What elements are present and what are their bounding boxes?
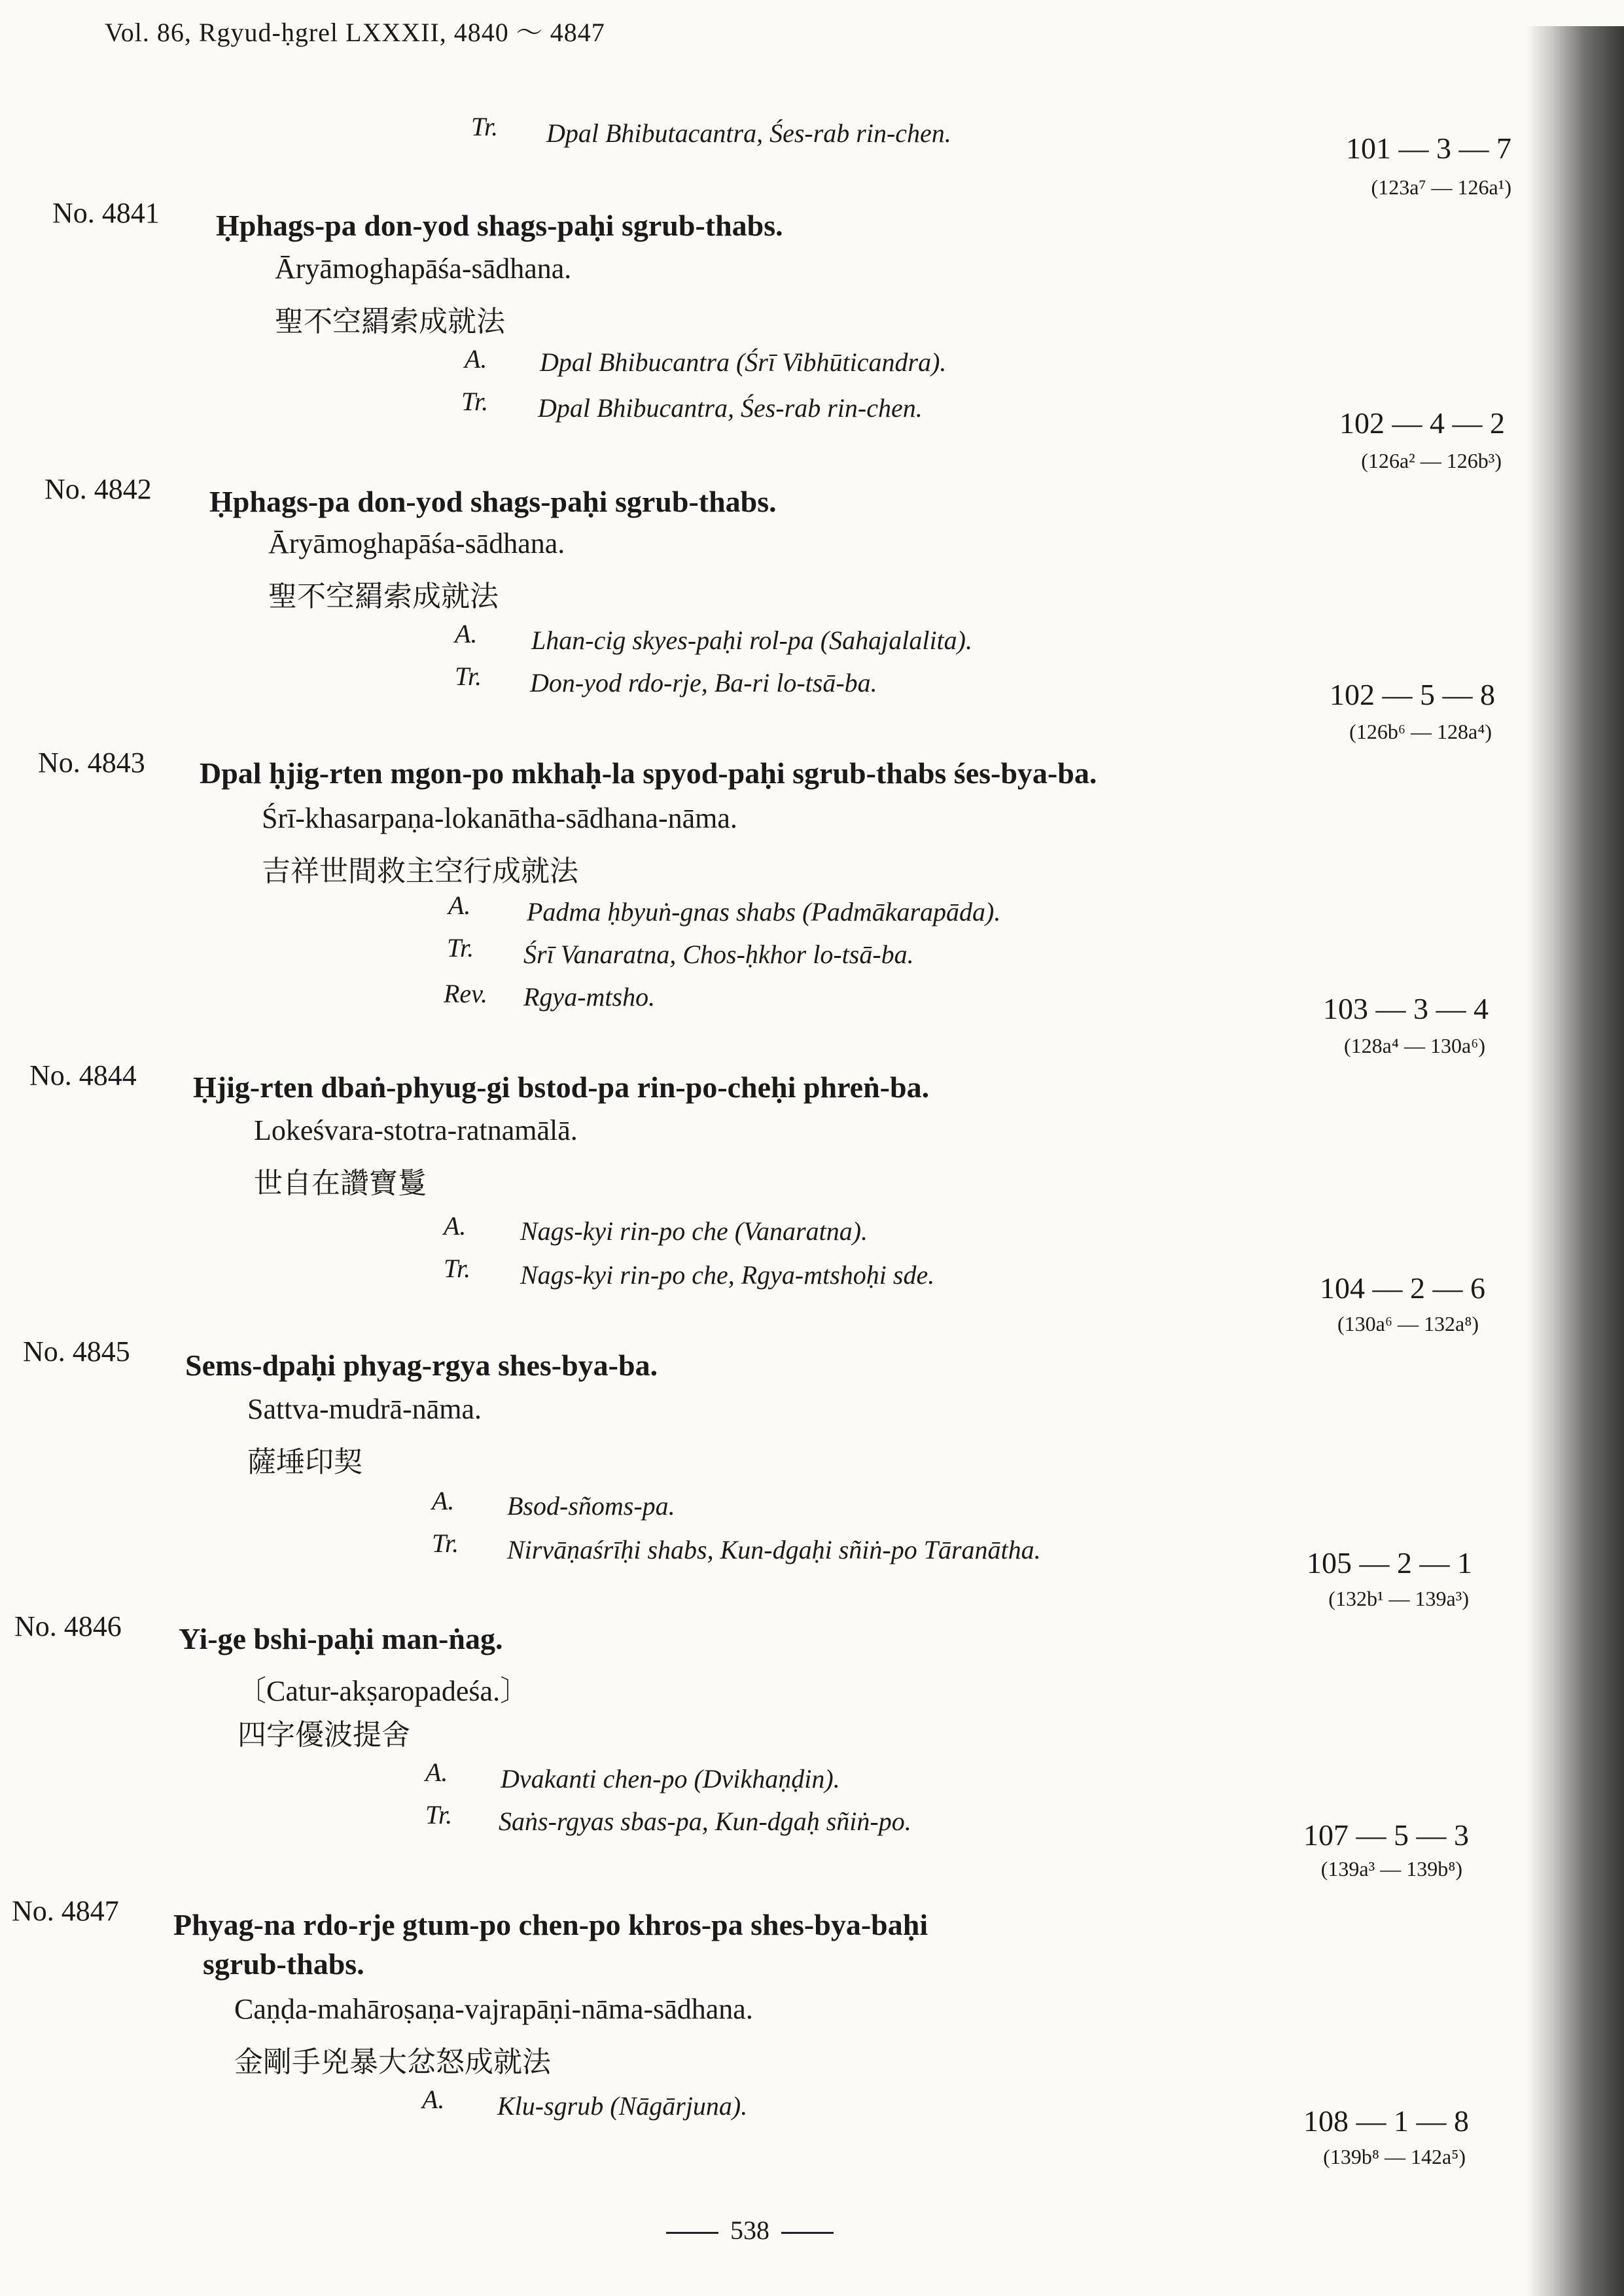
location-ref: 102 — 4 — 2 — [1339, 406, 1505, 440]
folio-ref: (128a⁴ — 130a⁶) — [1343, 1034, 1485, 1057]
attribution-role: Rev. — [444, 979, 487, 1008]
page-number: 538 — [730, 2216, 769, 2245]
sanskrit-title: Śrī-khasarpaṇa-lokanātha-sādhana-nāma. — [262, 802, 737, 834]
sanskrit-title: Sattva-mudrā-nāma. — [247, 1393, 482, 1425]
attribution-role: Tr. — [471, 112, 499, 141]
sanskrit-title: 〔Catur-akṣaropadeśa.〕 — [238, 1675, 529, 1707]
chinese-title: 吉祥世間救主空行成就法 — [262, 855, 578, 888]
attribution-person: Bsod-sñoms-pa. — [507, 1491, 675, 1521]
folio-ref: (126b⁶ — 128a⁴) — [1349, 720, 1492, 743]
attribution-person: Padma ḥbyuṅ-gnas shabs (Padmākarapāda). — [527, 897, 1001, 927]
location-ref: 108 — 1 — 8 — [1303, 2104, 1469, 2138]
folio-ref: (132b¹ — 139a³) — [1328, 1587, 1469, 1610]
chinese-title: 聖不空羂索成就法 — [275, 305, 505, 338]
sanskrit-title: Āryāmoghapāśa-sādhana. — [268, 527, 565, 559]
location-ref: 102 — 5 — 8 — [1330, 678, 1495, 711]
sanskrit-title: Caṇḍa-mahāroṣaṇa-vajrapāṇi-nāma-sādhana. — [234, 1993, 753, 2025]
entry-number: No. 4846 — [14, 1610, 122, 1642]
attribution-role: A. — [455, 619, 478, 648]
attribution-person: Dvakanti chen-po (Dvikhaṇḍin). — [501, 1764, 840, 1793]
attribution-role: A. — [432, 1486, 455, 1515]
entry-title: Yi-ge bshi-paḥi man-ṅag. — [179, 1622, 503, 1655]
entry-title: Ḥjig-rten dbaṅ-phyug-gi bstod-pa rin-po-cheḥi phreṅ-ba. — [193, 1070, 930, 1104]
entry-number: No. 4841 — [52, 197, 160, 229]
attribution-role: A. — [448, 891, 471, 920]
chinese-title: 薩埵印契 — [247, 1445, 362, 1479]
attribution-role: Tr. — [425, 1800, 453, 1829]
attribution-person: Saṅs-rgyas sbas-pa, Kun-dgaḥ sñiṅ-po. — [499, 1807, 911, 1836]
folio-ref: (139b⁸ — 142a⁵) — [1323, 2145, 1466, 2168]
entry-title: Ḥphags-pa don-yod shags-paḥi sgrub-thabs. — [209, 485, 777, 518]
attribution-role: Tr. — [455, 662, 482, 691]
attribution-person: Dpal Bhibucantra, Śes-rab rin-chen. — [538, 393, 923, 423]
attribution-role: A. — [465, 344, 487, 374]
page-edge-shadow — [1526, 26, 1624, 2296]
attribution-person: Lhan-cig skyes-paḥi rol-pa (Sahajalalita). — [531, 626, 972, 655]
sanskrit-title: Lokeśvara-stotra-ratnamālā. — [254, 1114, 578, 1146]
attribution-person: Dpal Bhibucantra (Śrī Vibhūticandra). — [540, 347, 947, 377]
page-footer — [654, 2215, 845, 2246]
entry-number: No. 4845 — [23, 1335, 130, 1368]
entry-number: No. 4842 — [44, 473, 152, 505]
entry-number: No. 4843 — [38, 747, 145, 779]
attribution-person: Nags-kyi rin-po che (Vanaratna). — [520, 1216, 868, 1246]
location-ref: 105 — 2 — 1 — [1307, 1546, 1472, 1580]
location-ref: 104 — 2 — 6 — [1320, 1271, 1485, 1305]
attribution-person: Rgya-mtsho. — [523, 982, 656, 1012]
attribution-role: Tr. — [461, 387, 489, 416]
sanskrit-title: Āryāmoghapāśa-sādhana. — [275, 253, 572, 285]
chinese-title: 世自在讚寶鬘 — [254, 1167, 427, 1200]
running-head: Vol. 86, Rgyud-ḥgrel LXXXII, 4840 ～ 4847 — [105, 18, 605, 47]
entry-title-continuation: sgrub-thabs. — [203, 1947, 364, 1981]
attribution-role: Tr. — [432, 1528, 459, 1558]
attribution-role: Tr. — [444, 1254, 471, 1283]
entry-title: Dpal ḥjig-rten mgon-po mkhaḥ-la spyod-paḥi sgrub-thabs śes-bya-ba. — [200, 756, 1097, 790]
folio-ref: (126a² — 126b³) — [1361, 449, 1502, 472]
entry-title: Sems-dpaḥi phyag-rgya shes-bya-ba. — [185, 1349, 658, 1382]
attribution-person: Nags-kyi rin-po che, Rgya-mtshoḥi sde. — [520, 1260, 935, 1290]
chinese-title: 金剛手兇暴大忿怒成就法 — [234, 2045, 551, 2079]
entry-number: No. 4847 — [12, 1895, 119, 1927]
attribution-role: Tr. — [447, 933, 474, 963]
attribution-person: Nirvāṇaśrīḥi shabs, Kun-dgaḥi sñiṅ-po Tāranātha. — [507, 1535, 1041, 1564]
attribution-role: A. — [425, 1757, 448, 1787]
folio-ref: (130a⁶ — 132a⁸) — [1337, 1312, 1479, 1335]
attribution-role: A. — [422, 2085, 445, 2114]
entry-title: Ḥphags-pa don-yod shags-paḥi sgrub-thabs. — [216, 209, 783, 242]
entry-title: Phyag-na rdo-rje gtum-po chen-po khros-pa shes-bya-baḥi — [173, 1908, 928, 1941]
folio-ref: (139a³ — 139b⁸) — [1320, 1857, 1462, 1881]
attribution-person: Dpal Bhibutacantra, Śes-rab rin-chen. — [546, 118, 951, 148]
chinese-title: 四字優波提舍 — [238, 1718, 410, 1752]
attribution-person: Śrī Vanaratna, Chos-ḥkhor lo-tsā-ba. — [523, 940, 914, 969]
location-ref: 107 — 5 — 3 — [1303, 1818, 1469, 1852]
footer-rule-right — [781, 2232, 834, 2234]
footer-rule-left — [666, 2232, 718, 2234]
chinese-title: 聖不空羂索成就法 — [268, 580, 499, 613]
location-ref: 101 — 3 — 7 — [1346, 132, 1511, 165]
attribution-person: Don-yod rdo-rje, Ba-ri lo-tsā-ba. — [530, 668, 877, 698]
entry-number: No. 4844 — [29, 1059, 137, 1091]
location-ref: 103 — 3 — 4 — [1323, 992, 1489, 1025]
attribution-role: A. — [444, 1211, 467, 1241]
folio-ref: (123a⁷ — 126a¹) — [1371, 175, 1511, 199]
attribution-person: Klu-sgrub (Nāgārjuna). — [497, 2091, 748, 2121]
